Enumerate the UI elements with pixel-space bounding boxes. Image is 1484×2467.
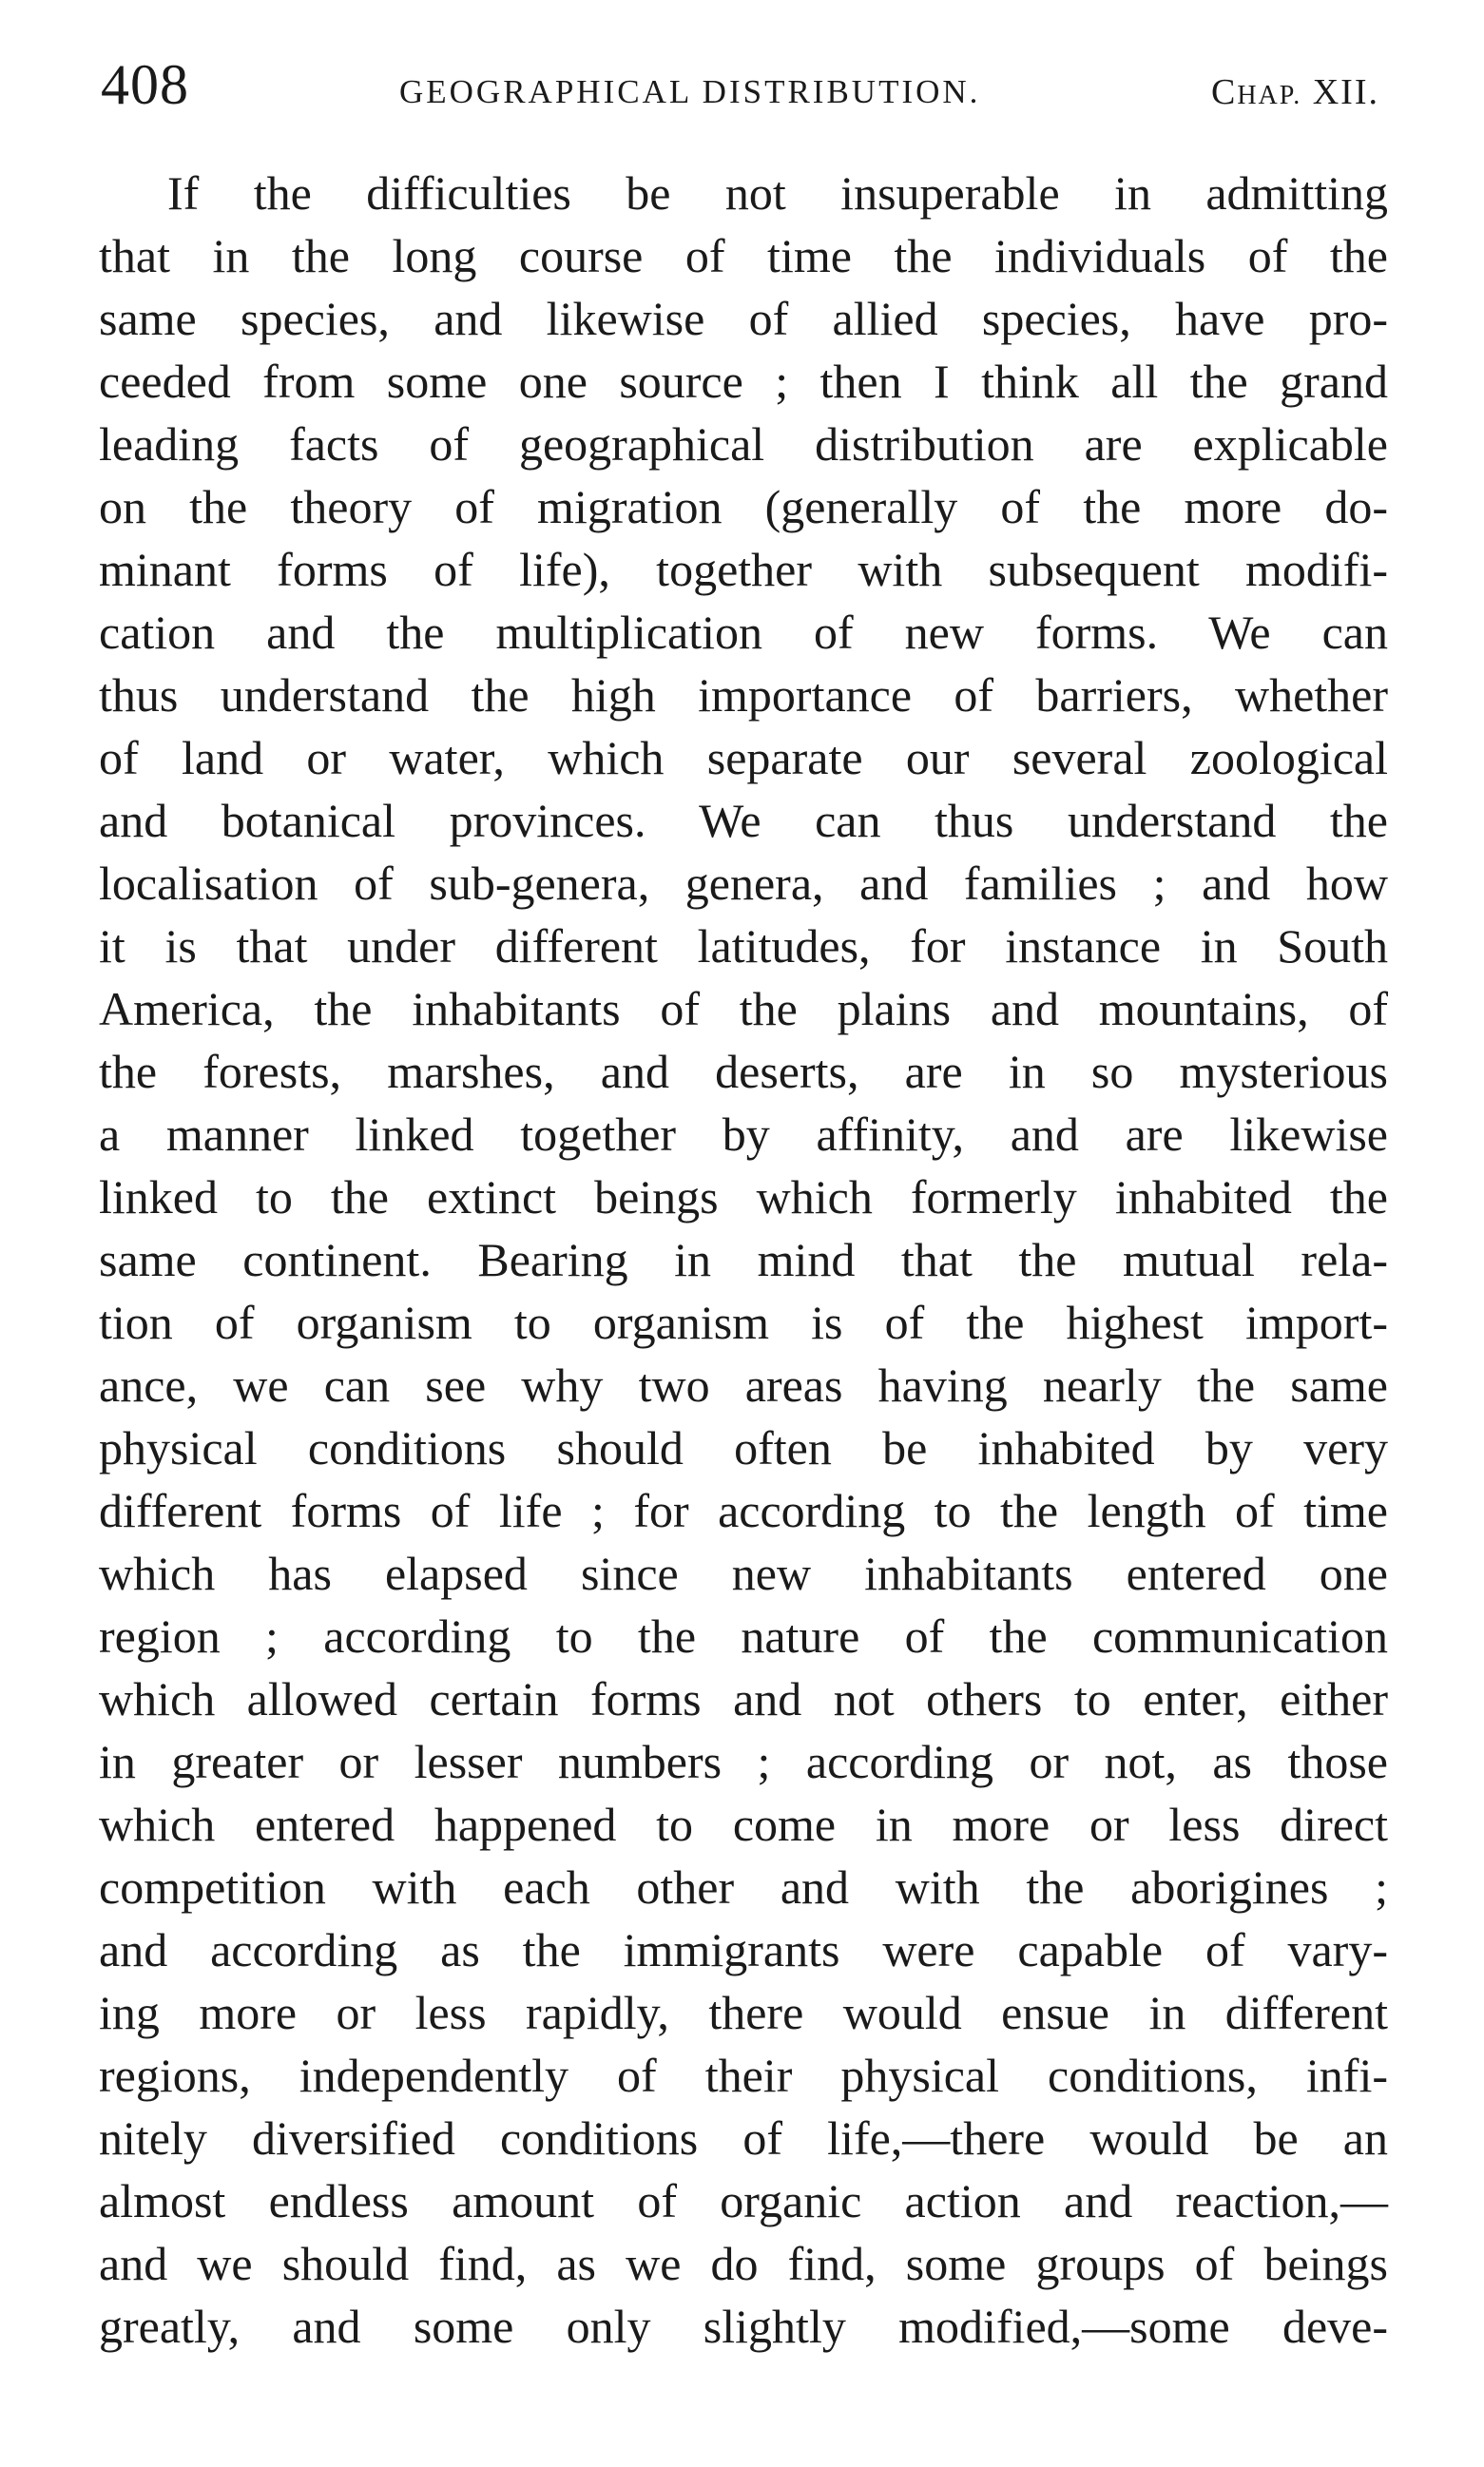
chapter-reference: CHAP. XII. — [1210, 72, 1379, 112]
text-line: If the difficulties be not insuperable in admitting — [167, 166, 1388, 220]
text-line: cation and the multiplication of new forms. We can — [99, 606, 1388, 659]
text-line: competition with each other and with the aborigines ; — [99, 1860, 1388, 1914]
text-line: ceeded from some one source ; then I think all the grand — [99, 355, 1388, 408]
text-line: the forests, marshes, and deserts, are in so mysterious — [99, 1045, 1388, 1098]
text-line: nitely diversified conditions of life,—there would be an — [99, 2111, 1388, 2165]
text-line: and botanical provinces. We can thus understand the — [99, 794, 1388, 847]
text-line: physical conditions should often be inhabited by very — [99, 1421, 1388, 1474]
text-line: different forms of life ; for according to the length of time — [99, 1484, 1388, 1537]
text-line: regions, independently of their physical conditions, infi- — [99, 2049, 1388, 2102]
text-line: linked to the extinct beings which formerly inhabited the — [99, 1170, 1388, 1224]
page-number: 408 — [101, 53, 189, 116]
body-paragraph — [99, 162, 1388, 2358]
text-line: ing more or less rapidly, there would ensue in different — [99, 1986, 1388, 2039]
text-line: which entered happened to come in more or less direct — [99, 1798, 1388, 1851]
text-line: of land or water, which separate our several zoological — [99, 731, 1388, 784]
text-line: America, the inhabitants of the plains and mountains, of — [99, 982, 1388, 1035]
text-line: which allowed certain forms and not others to enter, either — [99, 1672, 1388, 1725]
text-line: in greater or lesser numbers ; according or not, as those — [99, 1735, 1388, 1788]
text-line: leading facts of geographical distribution are explicable — [99, 417, 1388, 471]
text-line: that in the long course of time the individuals of the — [99, 229, 1388, 282]
text-line: almost endless amount of organic action and reaction,— — [99, 2174, 1388, 2227]
text-line: and according as the immigrants were capable of vary- — [99, 1923, 1388, 1976]
running-title: GEOGRAPHICAL DISTRIBUTION. — [399, 73, 981, 110]
text-line: tion of organism to organism is of the highest import- — [99, 1296, 1388, 1349]
text-line: on the theory of migration (generally of the more do- — [99, 480, 1388, 533]
text-line: thus understand the high importance of barriers, whether — [99, 668, 1388, 722]
text-line: a manner linked together by affinity, and are likewise — [99, 1108, 1388, 1161]
text-line: same continent. Bearing in mind that the mutual rela- — [99, 1233, 1388, 1286]
text-line: which has elapsed since new inhabitants entered one — [99, 1547, 1388, 1600]
text-line: localisation of sub-genera, genera, and families ; and how — [99, 857, 1388, 910]
text-line: region ; according to the nature of the communication — [99, 1609, 1388, 1663]
text-line: same species, and likewise of allied species, have pro- — [99, 292, 1388, 345]
text-line: greatly, and some only slightly modified,—some deve- — [99, 2300, 1388, 2353]
text-line: it is that under different latitudes, for instance in South — [99, 919, 1388, 973]
running-head — [101, 42, 1379, 127]
text-line: and we should find, as we do find, some groups of beings — [99, 2237, 1388, 2290]
text-line: minant forms of life), together with subsequent modifi- — [99, 543, 1388, 596]
text-line: ance, we can see why two areas having nearly the same — [99, 1359, 1388, 1412]
